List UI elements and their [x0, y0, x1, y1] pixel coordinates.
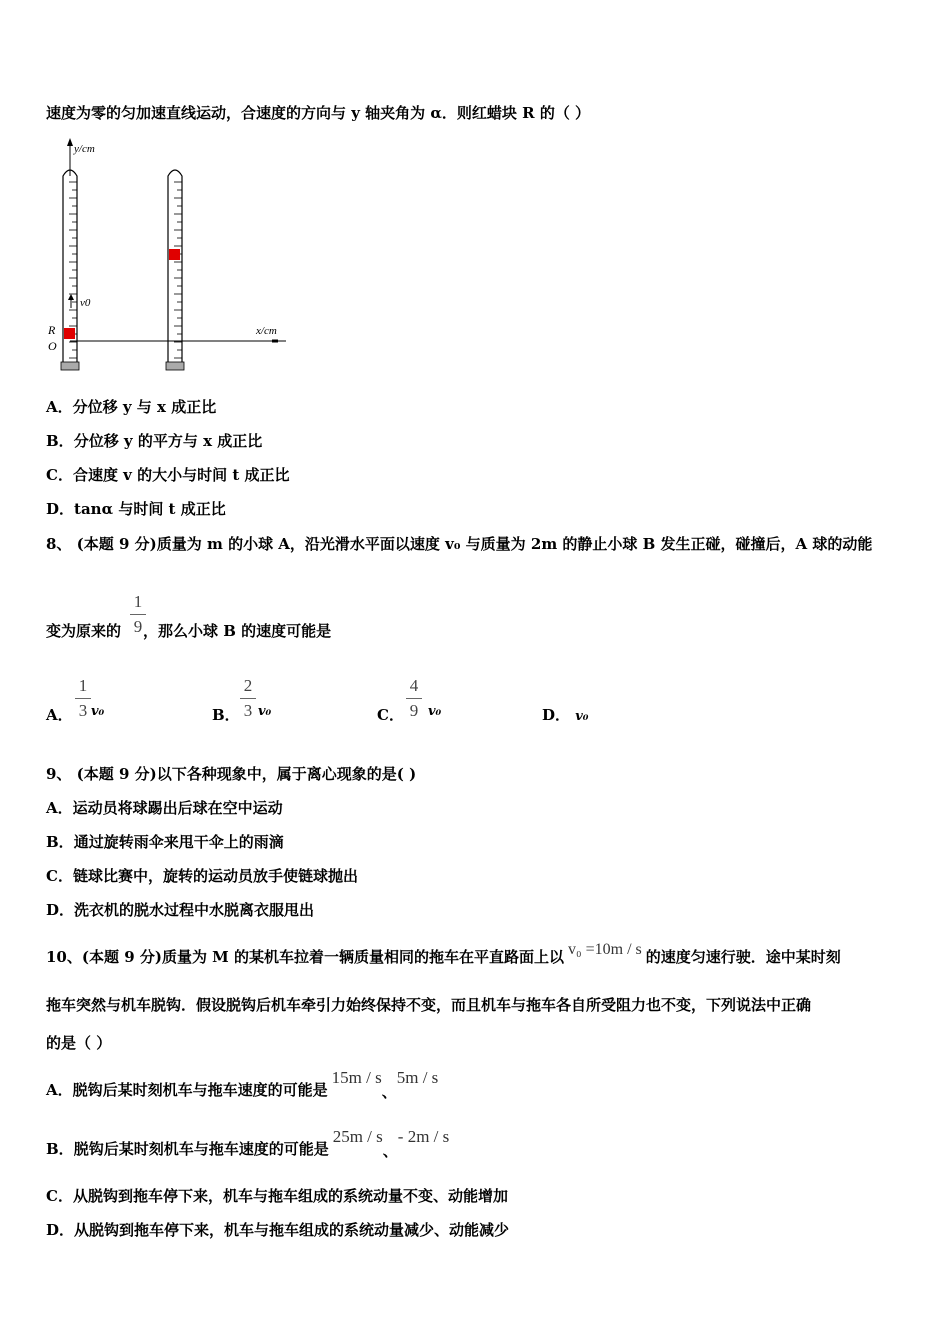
tube-right — [166, 170, 184, 370]
q7-option-c: C．合速度 v 的大小与时间 t 成正比 — [46, 466, 290, 484]
q9-option-a: A．运动员将球踢出后球在空中运动 — [46, 799, 283, 817]
q10-option-d: D．从脱钩到拖车停下来，机车与拖车组成的系统动量减少、动能减少 — [46, 1221, 510, 1239]
q8-option-a: A． — [46, 706, 73, 724]
q10-v0-expression: v₀ =10m / s — [568, 941, 642, 958]
q7-option-b: B．分位移 y 的平方与 x 成正比 — [46, 432, 263, 450]
q7-option-d: D．tanα 与时间 t 成正比 — [46, 500, 226, 518]
r-label: R — [48, 323, 56, 337]
q9-option-d: D．洗衣机的脱水过程中水脱离衣服甩出 — [46, 901, 315, 919]
red-block-moved — [169, 249, 180, 260]
q8-option-d: D． v₀ — [542, 706, 589, 724]
red-block-start — [64, 328, 75, 339]
q10-stem-line2: 拖车突然与机车脱钩．假设脱钩后机车牵引力始终保持不变，而且机车与拖车各自所受阻力也不变，下列说法中正确 — [46, 996, 812, 1014]
origin-label: O — [48, 339, 57, 353]
q8-option-a-fraction: 1 3 — [75, 676, 91, 721]
q8-option-c: C． — [377, 706, 404, 724]
q9-option-c: C．链球比赛中，旋转的运动员放手使链球抛出 — [46, 867, 358, 885]
q10-option-b: B．脱钩后某时刻机车与拖车速度的可能是25m / s、- 2m / s — [46, 1127, 450, 1160]
tube-left — [61, 170, 79, 370]
q8-option-a-unit: v₀ — [91, 704, 105, 719]
q10-option-c: C．从脱钩到拖车停下来，机车与拖车组成的系统动量不变、动能增加 — [46, 1187, 508, 1205]
q8-option-b-fraction: 2 3 — [240, 676, 256, 721]
q8-stem-line1: 8、 (本题 9 分)质量为 m 的小球 A，沿光滑水平面以速度 v₀ 与质量为 2m 的静止小球 B 发生正碰，碰撞后，A 球的动能 — [46, 535, 873, 553]
q10-option-a: A．脱钩后某时刻机车与拖车速度的可能是15m / s、5m / s — [46, 1068, 439, 1101]
q8-stem-line2: 变为原来的 ，那么小球 B 的速度可能是 — [46, 622, 332, 640]
q8-option-c-unit: v₀ — [428, 704, 442, 719]
q10-stem-line3: 的是（ ） — [46, 1034, 112, 1052]
q8-option-c-fraction: 4 9 — [406, 676, 422, 721]
q9-stem: 9、 (本题 9 分)以下各种现象中，属于离心现象的是( ) — [46, 765, 417, 783]
v0-label: v0 — [80, 297, 91, 309]
q8-option-b: B． — [212, 706, 240, 724]
x-axis-label: x/cm — [256, 325, 277, 337]
q8-fraction-one-ninth: 1 9 — [130, 592, 146, 637]
q7-stem-tail: 速度为零的匀加速直线运动，合速度的方向与 y 轴夹角为 α．则红蜡块 R 的（ ） — [46, 104, 591, 122]
q10-stem-line1: 10、(本题 9 分)质量为 M 的某机车拉着一辆质量相同的拖车在平直路面上以 v₀ =10m / s 的速度匀速行驶．途中某时刻 — [46, 941, 841, 966]
q9-option-b: B．通过旋转雨伞来甩干伞上的雨滴 — [46, 833, 284, 851]
y-axis-label: y/cm — [74, 143, 95, 155]
q7-option-a: A．分位移 y 与 x 成正比 — [46, 398, 217, 416]
q8-option-b-unit: v₀ — [258, 704, 272, 719]
q7-figure — [44, 136, 294, 376]
